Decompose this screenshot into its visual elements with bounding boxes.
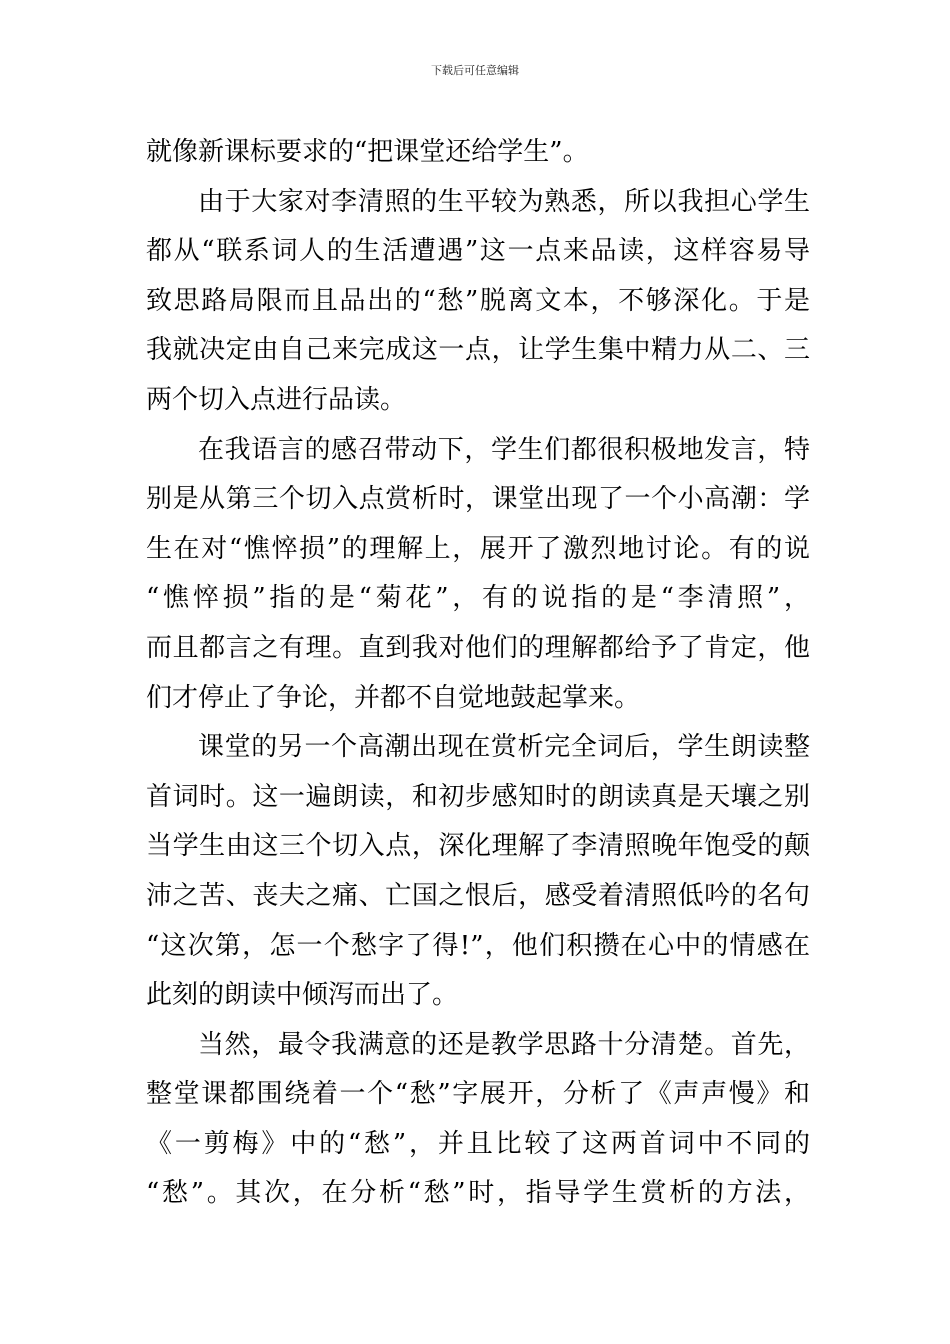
text-line: 们才停止了争论，并都不自觉地鼓起掌来。	[146, 682, 641, 713]
text-line: 而且都言之有理。直到我对他们的理解都给予了肯定，他	[146, 632, 810, 663]
text-line: 首词时。这一遍朗读，和初步感知时的朗读真是天壤之别	[146, 781, 810, 812]
text-line: “憔悴损”指的是“菊花”，有的说指的是“李清照”，	[146, 583, 810, 614]
paragraph-first-line: 在我语言的感召带动下，学生们都很积极地发言，特	[198, 434, 810, 465]
text-line: 别是从第三个切入点赏析时，课堂出现了一个小高潮：学	[146, 484, 810, 515]
text-line: 整堂课都围绕着一个“愁”字展开，分析了《声声慢》和	[146, 1079, 810, 1110]
document-body	[146, 128, 810, 1219]
paragraph-first-line: 由于大家对李清照的生平较为熟悉，所以我担心学生	[198, 186, 810, 217]
text-line: 致思路局限而且品出的“愁”脱离文本，不够深化。于是	[146, 285, 810, 316]
text-line: 生在对“憔悴损”的理解上，展开了激烈地讨论。有的说	[146, 533, 810, 564]
text-line: 就像新课标要求的“把课堂还给学生”。	[146, 137, 589, 167]
text-line: 《一剪梅》中的“愁”，并且比较了这两首词中不同的	[146, 1128, 810, 1159]
paragraph-first-line: 课堂的另一个高潮出现在赏析完全词后，学生朗读整	[198, 732, 810, 763]
text-line: 此刻的朗读中倾泻而出了。	[146, 980, 459, 1011]
text-line: 当学生由这三个切入点，深化理解了李清照晚年饱受的颠	[146, 831, 810, 862]
text-line: 沛之苦、丧夫之痛、亡国之恨后，感受着清照低吟的名句	[146, 880, 810, 911]
text-line: 我就决定由自己来完成这一点，让学生集中精力从二、三	[146, 335, 810, 366]
paragraph-first-line: 当然，最令我满意的还是教学思路十分清楚。首先，	[198, 1029, 810, 1060]
page-header: 下载后可任意编辑	[431, 64, 519, 77]
text-line: 都从“联系词人的生活遭遇”这一点来品读，这样容易导	[146, 236, 810, 267]
text-line: “愁”。其次，在分析“愁”时，指导学生赏析的方法，	[146, 1178, 810, 1209]
text-line: 两个切入点进行品读。	[146, 384, 407, 415]
text-line: “这次第，怎一个愁字了得!”，他们积攒在心中的情感在	[146, 930, 810, 961]
